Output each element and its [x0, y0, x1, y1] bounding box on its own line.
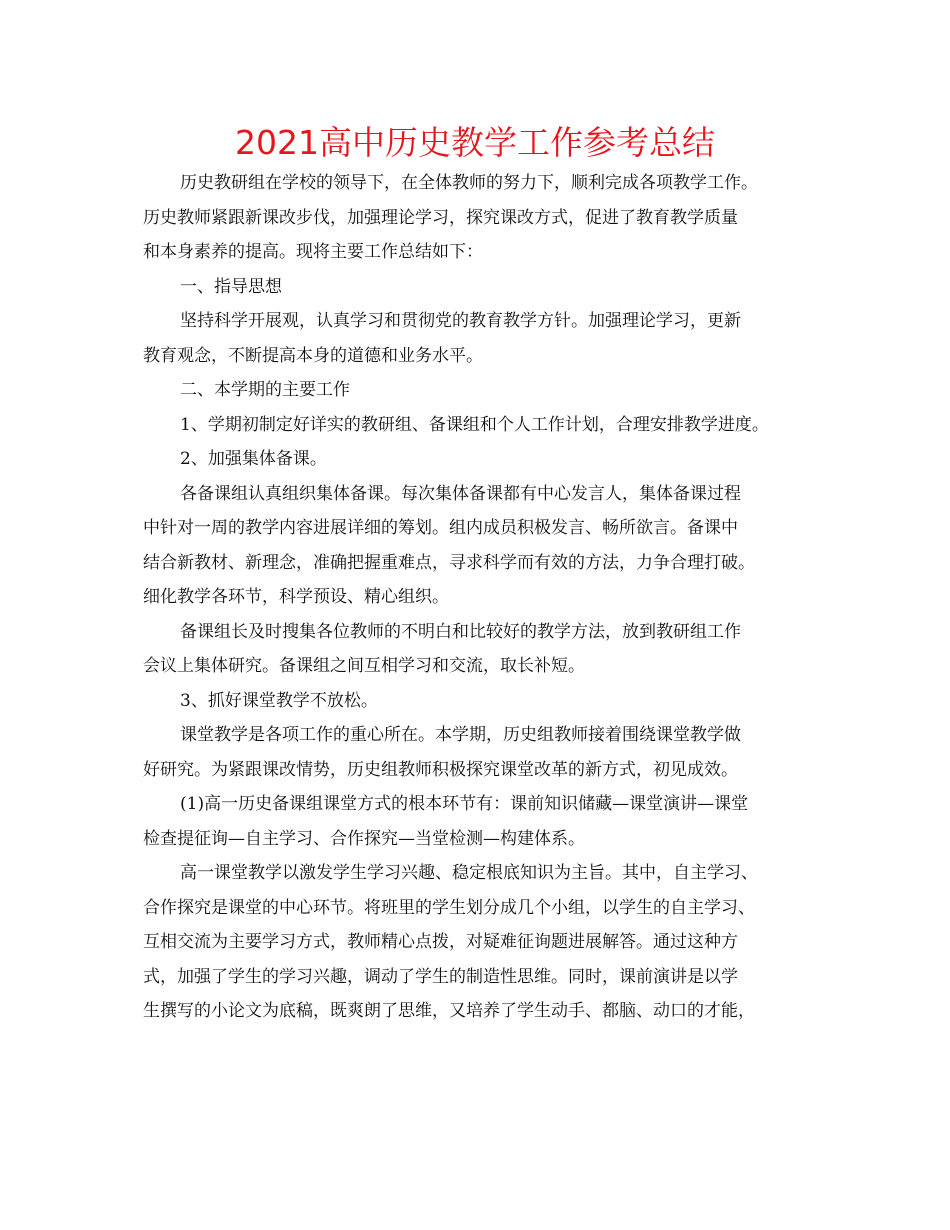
body-line: 互相交流为主要学习方式，教师精心点拨，对疑难征询题进展解答。通过这种方 [143, 932, 738, 952]
document-body [143, 166, 823, 1029]
body-line: 1、学期初制定好详实的教研组、备课组和个人工作计划，合理安排教学进度。 [180, 414, 769, 435]
body-line: 2、加强集体备课。 [180, 449, 327, 469]
document-title: 2021高中历史教学工作参考总结 [235, 123, 715, 162]
body-line: 二、本学期的主要工作 [180, 380, 350, 400]
body-line: 课堂教学是各项工作的重心所在。本学期，历史组教师接着围绕课堂教学做 [180, 725, 741, 745]
body-line: 高一课堂教学以激发学生学习兴趣、稳定根底知识为主旨。其中，自主学习、 [180, 863, 758, 883]
body-line: 生撰写的小论文为底稿，既爽朗了思维，又培养了学生动手、都脑、动口的才能， [143, 1001, 755, 1021]
body-line: 历史教研组在学校的领导下，在全体教师的努力下，顺利完成各项教学工作。 [180, 173, 758, 193]
body-line: 各备课组认真组织集体备课。每次集体备课都有中心发言人，集体备课过程 [180, 483, 741, 504]
body-line: 历史教师紧跟新课改步伐，加强理论学习，探究课改方式，促进了教育教学质量 [143, 207, 738, 228]
body-line: 合作探究是课堂的中心环节。将班里的学生划分成几个小组，以学生的自主学习、 [143, 897, 755, 918]
body-line: 教育观念，不断提高本身的道德和业务水平。 [143, 345, 483, 366]
body-line: 细化教学各环节，科学预设、精心组织。 [143, 587, 449, 607]
body-line: 中针对一周的教学内容进展详细的筹划。组内成员积极发言、畅所欲言。备课中 [143, 518, 738, 538]
body-line: 3、抓好课堂教学不放松。 [180, 690, 378, 711]
body-line: 结合新教材、新理念，准确把握重难点，寻求科学而有效的方法，力争合理打破。 [143, 552, 755, 573]
body-line: (1)高一历史备课组课堂方式的根本环节有：课前知识储藏—课堂演讲—课堂 [180, 794, 749, 814]
body-line: 会议上集体研究。备课组之间互相学习和交流，取长补短。 [143, 656, 585, 676]
body-line: 好研究。为紧跟课改情势，历史组教师积极探究课堂改革的新方式，初见成效。 [143, 759, 738, 780]
body-line: 式，加强了学生的学习兴趣，调动了学生的制造性思维。同时，课前演讲是以学 [143, 966, 738, 987]
body-line: 和本身素养的提高。现将主要工作总结如下： [143, 242, 483, 262]
body-line: 坚持科学开展观，认真学习和贯彻党的教育教学方针。加强理论学习，更新 [180, 311, 741, 331]
body-line: 备课组长及时搜集各位教师的不明白和比较好的教学方法，放到教研组工作 [180, 621, 741, 642]
body-line: 一、指导思想 [180, 276, 282, 297]
body-line: 检查提征询—自主学习、合作探究—当堂检测—构建体系。 [143, 828, 585, 849]
